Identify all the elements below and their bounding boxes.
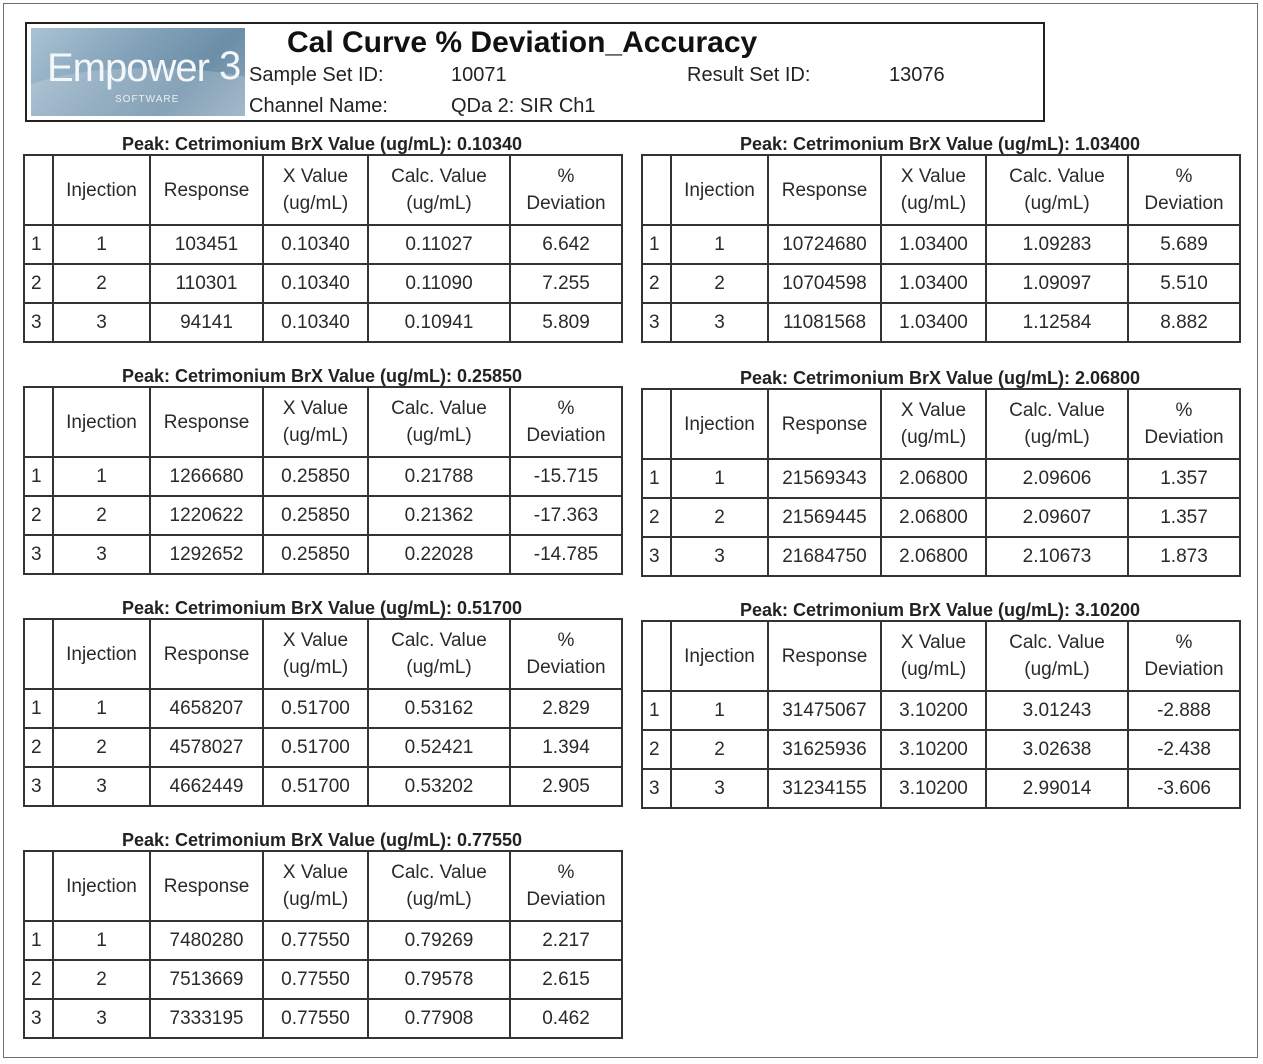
response-cell: 21684750	[768, 537, 881, 576]
injection-cell: 2	[53, 728, 150, 767]
row-number-header	[642, 621, 671, 691]
response-header: Response	[150, 851, 263, 921]
injection-cell: 3	[671, 303, 768, 342]
response-cell: 21569343	[768, 459, 881, 498]
calc-value-cell: 0.21788	[368, 457, 510, 496]
calc-value-cell: 0.79578	[368, 960, 510, 999]
injection-header: Injection	[671, 621, 768, 691]
row-number-cell: 3	[642, 303, 671, 342]
calibration-table	[23, 154, 623, 343]
channel-name-label: Channel Name:	[249, 95, 388, 117]
x-value-cell: 0.25850	[263, 535, 368, 574]
x-value-cell: 2.06800	[881, 537, 986, 576]
row-number-header	[24, 851, 53, 921]
x-value-cell: 0.77550	[263, 960, 368, 999]
calc-value-cell: 1.09097	[986, 264, 1128, 303]
x-value-header: X Value (ug/mL)	[263, 851, 368, 921]
calibration-table	[641, 620, 1241, 809]
injection-cell: 3	[53, 535, 150, 574]
response-header: Response	[150, 387, 263, 457]
row-number-cell: 3	[24, 767, 53, 806]
x-value-header: X Value (ug/mL)	[881, 621, 986, 691]
calc-value-cell: 1.12584	[986, 303, 1128, 342]
response-header: Response	[768, 621, 881, 691]
table-row	[642, 769, 1240, 808]
calc-value-cell: 3.02638	[986, 730, 1128, 769]
table-row	[642, 691, 1240, 730]
calc-value-cell: 0.79269	[368, 921, 510, 960]
calc-value-cell: 3.01243	[986, 691, 1128, 730]
percent-deviation-cell: 1.357	[1128, 498, 1240, 537]
deviation-header: % Deviation	[510, 851, 622, 921]
row-number-cell: 1	[642, 691, 671, 730]
response-cell: 7480280	[150, 921, 263, 960]
peak-title: Peak: Cetrimonium BrX Value (ug/mL): 0.25850	[121, 366, 523, 386]
row-number-cell: 3	[642, 769, 671, 808]
calc-value-cell: 1.09283	[986, 225, 1128, 264]
row-number-cell: 3	[642, 537, 671, 576]
row-number-cell: 2	[24, 264, 53, 303]
deviation-header: % Deviation	[1128, 389, 1240, 459]
row-number-header	[24, 619, 53, 689]
table-header-row	[642, 389, 1240, 459]
calibration-table	[23, 386, 623, 575]
percent-deviation-cell: -2.438	[1128, 730, 1240, 769]
peak-title: Peak: Cetrimonium BrX Value (ug/mL): 2.06800	[739, 368, 1141, 388]
logo-version: 3	[219, 44, 242, 88]
row-number-cell: 1	[642, 459, 671, 498]
calc-value-cell: 0.11090	[368, 264, 510, 303]
response-cell: 7333195	[150, 999, 263, 1038]
injection-cell: 2	[53, 960, 150, 999]
calc-value-header: Calc. Value (ug/mL)	[368, 387, 510, 457]
x-value-cell: 3.10200	[881, 730, 986, 769]
response-cell: 10724680	[768, 225, 881, 264]
row-number-header	[24, 387, 53, 457]
table-header-row	[642, 155, 1240, 225]
injection-cell: 3	[53, 999, 150, 1038]
x-value-cell: 0.25850	[263, 457, 368, 496]
injection-header: Injection	[671, 155, 768, 225]
report-header	[25, 22, 1045, 122]
table-row	[642, 537, 1240, 576]
calc-value-cell: 0.11027	[368, 225, 510, 264]
calibration-table	[641, 154, 1241, 343]
x-value-header: X Value (ug/mL)	[263, 387, 368, 457]
calc-value-header: Calc. Value (ug/mL)	[368, 851, 510, 921]
response-cell: 11081568	[768, 303, 881, 342]
x-value-header: X Value (ug/mL)	[881, 389, 986, 459]
x-value-cell: 0.25850	[263, 496, 368, 535]
table-row	[24, 535, 622, 574]
response-cell: 4658207	[150, 689, 263, 728]
row-number-header	[24, 155, 53, 225]
table-header-row	[642, 621, 1240, 691]
result-set-label: Result Set ID:	[687, 64, 811, 86]
percent-deviation-cell: -14.785	[510, 535, 622, 574]
response-cell: 1220622	[150, 496, 263, 535]
x-value-cell: 0.10340	[263, 303, 368, 342]
table-row	[24, 303, 622, 342]
x-value-cell: 0.77550	[263, 921, 368, 960]
row-number-cell: 1	[24, 225, 53, 264]
injection-cell: 1	[53, 921, 150, 960]
calc-value-cell: 2.09607	[986, 498, 1128, 537]
row-number-cell: 2	[24, 728, 53, 767]
calc-value-cell: 0.77908	[368, 999, 510, 1038]
row-number-cell: 2	[24, 960, 53, 999]
table-row	[24, 496, 622, 535]
row-number-cell: 1	[642, 225, 671, 264]
x-value-cell: 0.51700	[263, 767, 368, 806]
x-value-header: X Value (ug/mL)	[263, 155, 368, 225]
table-header-row	[24, 155, 622, 225]
table-row	[642, 264, 1240, 303]
percent-deviation-cell: 2.905	[510, 767, 622, 806]
deviation-header: % Deviation	[510, 155, 622, 225]
percent-deviation-cell: 0.462	[510, 999, 622, 1038]
sample-set-label: Sample Set ID:	[249, 64, 384, 86]
x-value-cell: 3.10200	[881, 769, 986, 808]
row-number-cell: 1	[24, 921, 53, 960]
table-header-row	[24, 619, 622, 689]
table-row	[24, 689, 622, 728]
response-cell: 110301	[150, 264, 263, 303]
peak-title: Peak: Cetrimonium BrX Value (ug/mL): 1.03400	[739, 134, 1141, 154]
percent-deviation-cell: 8.882	[1128, 303, 1240, 342]
response-cell: 7513669	[150, 960, 263, 999]
injection-cell: 2	[53, 264, 150, 303]
calc-value-cell: 0.10941	[368, 303, 510, 342]
injection-header: Injection	[53, 387, 150, 457]
table-row	[24, 728, 622, 767]
percent-deviation-cell: 5.510	[1128, 264, 1240, 303]
percent-deviation-cell: 1.357	[1128, 459, 1240, 498]
row-number-cell: 3	[24, 303, 53, 342]
x-value-cell: 0.77550	[263, 999, 368, 1038]
injection-cell: 1	[53, 457, 150, 496]
logo-name: Empower	[47, 46, 209, 90]
calc-value-header: Calc. Value (ug/mL)	[986, 155, 1128, 225]
injection-cell: 2	[671, 730, 768, 769]
table-row	[24, 264, 622, 303]
injection-cell: 3	[53, 303, 150, 342]
row-number-cell: 2	[642, 498, 671, 537]
sample-set-id: 10071	[451, 64, 507, 86]
response-cell: 4578027	[150, 728, 263, 767]
report-title: Cal Curve % Deviation_Accuracy	[287, 26, 758, 59]
table-row	[642, 225, 1240, 264]
percent-deviation-cell: 1.394	[510, 728, 622, 767]
response-cell: 4662449	[150, 767, 263, 806]
row-number-cell: 1	[24, 689, 53, 728]
result-set-id: 13076	[889, 64, 945, 86]
x-value-header: X Value (ug/mL)	[263, 619, 368, 689]
injection-header: Injection	[53, 619, 150, 689]
x-value-cell: 1.03400	[881, 303, 986, 342]
percent-deviation-cell: -2.888	[1128, 691, 1240, 730]
injection-header: Injection	[671, 389, 768, 459]
x-value-cell: 3.10200	[881, 691, 986, 730]
percent-deviation-cell: 2.829	[510, 689, 622, 728]
injection-cell: 3	[53, 767, 150, 806]
x-value-cell: 1.03400	[881, 225, 986, 264]
deviation-header: % Deviation	[1128, 621, 1240, 691]
x-value-cell: 2.06800	[881, 498, 986, 537]
x-value-cell: 0.51700	[263, 689, 368, 728]
injection-cell: 1	[53, 689, 150, 728]
response-cell: 31625936	[768, 730, 881, 769]
response-header: Response	[768, 389, 881, 459]
calc-value-cell: 0.22028	[368, 535, 510, 574]
percent-deviation-cell: 1.873	[1128, 537, 1240, 576]
injection-cell: 3	[671, 537, 768, 576]
deviation-header: % Deviation	[510, 619, 622, 689]
calibration-table	[23, 850, 623, 1039]
peak-title: Peak: Cetrimonium BrX Value (ug/mL): 0.51700	[121, 598, 523, 618]
injection-cell: 1	[53, 225, 150, 264]
calc-value-header: Calc. Value (ug/mL)	[368, 155, 510, 225]
response-cell: 10704598	[768, 264, 881, 303]
table-row	[24, 960, 622, 999]
table-header-row	[24, 851, 622, 921]
percent-deviation-cell: -15.715	[510, 457, 622, 496]
calc-value-cell: 0.21362	[368, 496, 510, 535]
deviation-header: % Deviation	[1128, 155, 1240, 225]
response-cell: 1292652	[150, 535, 263, 574]
logo-subtitle: SOFTWARE	[115, 94, 180, 105]
response-cell: 21569445	[768, 498, 881, 537]
response-cell: 31475067	[768, 691, 881, 730]
response-cell: 1266680	[150, 457, 263, 496]
injection-cell: 2	[671, 498, 768, 537]
response-header: Response	[150, 619, 263, 689]
table-row	[24, 921, 622, 960]
calc-value-cell: 2.09606	[986, 459, 1128, 498]
x-value-cell: 1.03400	[881, 264, 986, 303]
x-value-cell: 2.06800	[881, 459, 986, 498]
table-row	[642, 498, 1240, 537]
calc-value-cell: 0.52421	[368, 728, 510, 767]
response-header: Response	[768, 155, 881, 225]
calibration-table	[641, 388, 1241, 577]
percent-deviation-cell: 5.689	[1128, 225, 1240, 264]
row-number-cell: 1	[24, 457, 53, 496]
injection-header: Injection	[53, 851, 150, 921]
calc-value-header: Calc. Value (ug/mL)	[368, 619, 510, 689]
response-header: Response	[150, 155, 263, 225]
channel-name: QDa 2: SIR Ch1	[451, 95, 596, 117]
table-row	[642, 459, 1240, 498]
calc-value-header: Calc. Value (ug/mL)	[986, 621, 1128, 691]
empower-logo	[31, 28, 245, 116]
calc-value-cell: 2.99014	[986, 769, 1128, 808]
report-page	[3, 3, 1258, 1058]
calc-value-cell: 2.10673	[986, 537, 1128, 576]
percent-deviation-cell: 7.255	[510, 264, 622, 303]
x-value-header: X Value (ug/mL)	[881, 155, 986, 225]
deviation-header: % Deviation	[510, 387, 622, 457]
row-number-cell: 3	[24, 999, 53, 1038]
percent-deviation-cell: -3.606	[1128, 769, 1240, 808]
peak-title: Peak: Cetrimonium BrX Value (ug/mL): 0.10340	[121, 134, 523, 154]
response-cell: 31234155	[768, 769, 881, 808]
injection-cell: 1	[671, 459, 768, 498]
injection-cell: 1	[671, 225, 768, 264]
row-number-cell: 2	[642, 730, 671, 769]
x-value-cell: 0.10340	[263, 264, 368, 303]
x-value-cell: 0.10340	[263, 225, 368, 264]
peak-title: Peak: Cetrimonium BrX Value (ug/mL): 0.77550	[121, 830, 523, 850]
table-row	[24, 225, 622, 264]
row-number-cell: 2	[642, 264, 671, 303]
row-number-header	[642, 155, 671, 225]
table-row	[642, 303, 1240, 342]
percent-deviation-cell: 2.615	[510, 960, 622, 999]
percent-deviation-cell: 5.809	[510, 303, 622, 342]
response-cell: 103451	[150, 225, 263, 264]
injection-cell: 1	[671, 691, 768, 730]
percent-deviation-cell: 2.217	[510, 921, 622, 960]
calc-value-header: Calc. Value (ug/mL)	[986, 389, 1128, 459]
row-number-cell: 3	[24, 535, 53, 574]
x-value-cell: 0.51700	[263, 728, 368, 767]
percent-deviation-cell: 6.642	[510, 225, 622, 264]
table-row	[24, 999, 622, 1038]
calibration-table	[23, 618, 623, 807]
injection-header: Injection	[53, 155, 150, 225]
injection-cell: 2	[53, 496, 150, 535]
peak-title: Peak: Cetrimonium BrX Value (ug/mL): 3.10200	[739, 600, 1141, 620]
row-number-cell: 2	[24, 496, 53, 535]
table-row	[24, 457, 622, 496]
table-row	[24, 767, 622, 806]
injection-cell: 3	[671, 769, 768, 808]
row-number-header	[642, 389, 671, 459]
calc-value-cell: 0.53162	[368, 689, 510, 728]
percent-deviation-cell: -17.363	[510, 496, 622, 535]
response-cell: 94141	[150, 303, 263, 342]
table-header-row	[24, 387, 622, 457]
calc-value-cell: 0.53202	[368, 767, 510, 806]
injection-cell: 2	[671, 264, 768, 303]
table-row	[642, 730, 1240, 769]
